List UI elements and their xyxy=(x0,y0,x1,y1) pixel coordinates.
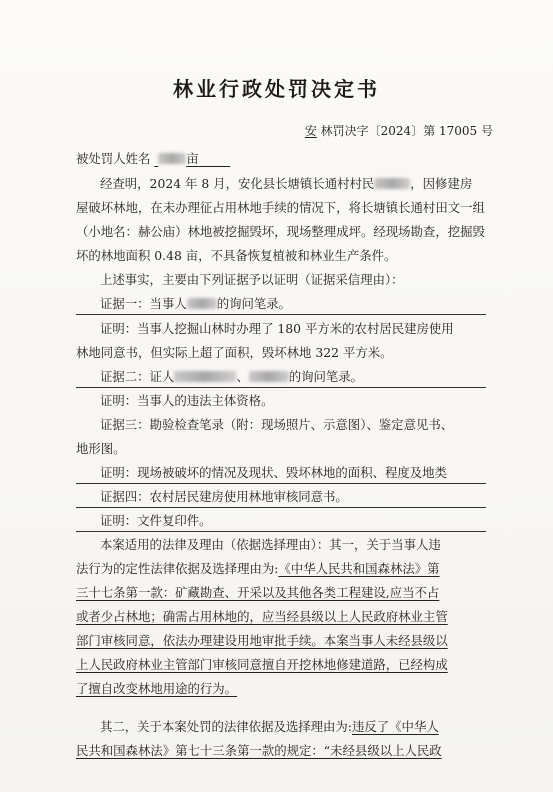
respondent-name-value: 亩 xyxy=(154,151,230,166)
doc-number-main: 林罚决字〔2024〕第 17005 号 xyxy=(320,124,493,138)
redacted-name xyxy=(174,371,236,382)
proof-line: 证明：文件复印件。 xyxy=(100,513,212,528)
body-line: 部门审核同意，依法办理建设用地审批手续。本案当事人未经县级以 xyxy=(76,633,448,648)
body-line: 了擅自改变林地用途的行为。 xyxy=(76,681,238,696)
body-line: 民共和国森林法》第七十三条第一款的规定：“未经县级以上人民政 xyxy=(76,743,442,758)
evidence-line: 证据三：勘验检查笔录（附：现场照片、示意图）、鉴定意见书、 xyxy=(100,417,454,432)
respondent-name-label: 被处罚人姓名 xyxy=(76,151,151,166)
proof-line: 林地同意书，但实际上超了面积，毁坏林地 322 平方米。 xyxy=(76,345,393,360)
proof-line: 证明：当事人挖掘山林时办理了 180 平方米的农村居民建房使用 xyxy=(100,321,454,336)
body-line: 或者少占林地；确需占用林地的，应当经县级以上人民政府林业主管 xyxy=(76,609,448,624)
document-number xyxy=(305,122,493,139)
body-line: 三十七条第一款：矿藏勘查、开采以及其他各类工程建设,应当不占 xyxy=(76,585,440,600)
body-line: （小地名：赫公庙）林地被挖掘毁坏，现场整理成坪。经现场勘查，挖掘毁 xyxy=(76,224,485,239)
redacted-name xyxy=(158,153,186,164)
redacted-name xyxy=(249,371,289,382)
body-line: 本案适用的法律及理由（依据选择理由）：其一，关于当事人违 xyxy=(100,537,441,552)
document-title: 林业行政处罚决定书 xyxy=(173,77,380,101)
body-line: 坏的林地面积 0.48 亩，不具备恢复植被和林业生产条件。 xyxy=(76,248,397,263)
evidence-line: 证据四：农村居民建房使用林地审核同意书。 xyxy=(100,489,348,504)
body-line: 屋破坏林地，在未办理征占用林地手续的情况下，将长塘镇长通村田文一组 xyxy=(76,200,485,215)
redacted-name xyxy=(374,178,410,189)
body-line: 上人民政府林业主管部门审核同意擅自开挖林地修建道路，已经构成 xyxy=(76,657,448,672)
evidence-line: 地形图。 xyxy=(76,441,126,456)
underline-rule xyxy=(76,483,486,484)
body-line: 经查明，2024 年 8 月，安化县长塘镇长通村村民 ，因修建房 xyxy=(100,176,473,191)
underline-rule xyxy=(76,531,486,532)
respondent-name-line xyxy=(76,148,486,170)
redacted-name xyxy=(187,298,217,309)
doc-number-prefix: 安 xyxy=(304,124,317,138)
body-line: 法行为的定性法律依据及选择理由为:《中华人民共和国森林法》第 xyxy=(76,561,440,576)
proof-line: 证明：当事人的违法主体资格。 xyxy=(100,393,274,408)
underline-rule xyxy=(76,314,486,315)
underline-rule xyxy=(76,387,486,388)
body-line: 上述事实，主要由下列证据予以证明（证据采信理由）： xyxy=(100,272,404,287)
evidence-line: 证据二：证人 、 的询问笔录。 xyxy=(100,369,364,384)
proof-line: 证明：现场被破坏的情况及现状、毁坏林地的面积、程度及地类 xyxy=(100,465,447,480)
evidence-line: 证据一：当事人 的询问笔录。 xyxy=(100,296,292,311)
body-line: 其二，关于本案处罚的法律依据及选择理由为:违反了《中华人 xyxy=(100,719,439,734)
underline-rule xyxy=(76,507,486,508)
